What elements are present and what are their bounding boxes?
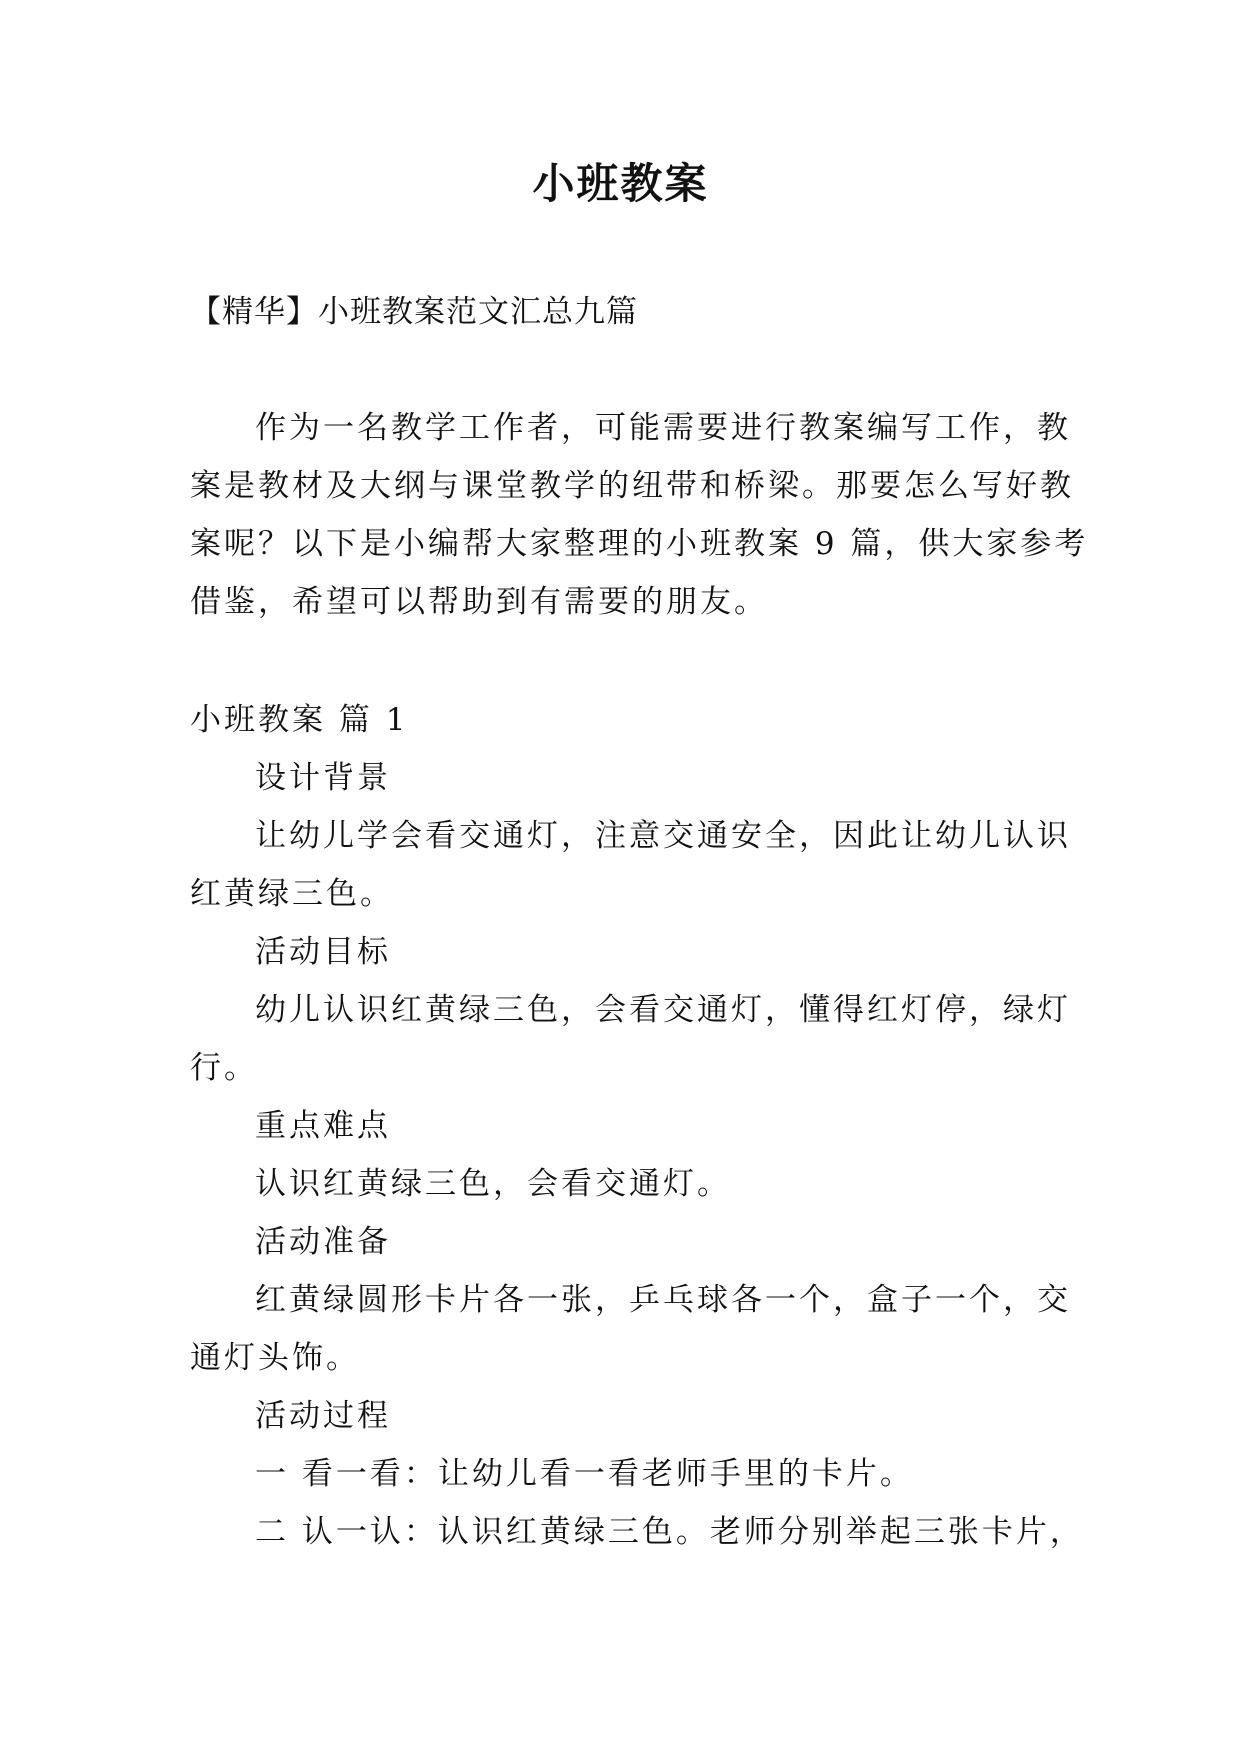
document-title: 小班教案	[532, 159, 709, 208]
intro-line-1: 作为一名教学工作者，可能需要进行教案编写工作，教	[255, 410, 1071, 446]
paragraph-line: 认识红黄绿三色，会看交通灯。	[255, 1166, 731, 1202]
subheading-preparation: 活动准备	[255, 1224, 391, 1260]
paragraph-line: 红黄绿三色。	[190, 876, 394, 912]
paragraph-line: 幼儿认识红黄绿三色，会看交通灯，懂得红灯停，绿灯	[255, 992, 1071, 1028]
paragraph-line: 通灯头饰。	[190, 1340, 360, 1376]
subheading-activity-process: 活动过程	[255, 1398, 391, 1434]
subheading-design-background: 设计背景	[255, 760, 391, 796]
subheading-key-points: 重点难点	[255, 1108, 391, 1144]
paragraph-line: 一 看一看：让幼儿看一看老师手里的卡片。	[255, 1456, 914, 1492]
intro-line-3: 案呢？以下是小编帮大家整理的小班教案 9 篇，供大家参考	[190, 526, 1089, 562]
paragraph-line: 红黄绿圆形卡片各一张，乒乓球各一个，盒子一个，交	[255, 1282, 1071, 1318]
paragraph-line: 二 认一认：认识红黄绿三色。老师分别举起三张卡片，	[255, 1514, 1084, 1550]
intro-line-4: 借鉴，希望可以帮助到有需要的朋友。	[190, 584, 768, 620]
section-heading: 小班教案 篇 1	[190, 702, 409, 738]
subheading-activity-goal: 活动目标	[255, 934, 391, 970]
document-subtitle: 【精华】小班教案范文汇总九篇	[190, 294, 638, 330]
paragraph-line: 让幼儿学会看交通灯，注意交通安全，因此让幼儿认识	[255, 818, 1071, 854]
intro-line-2: 案是教材及大纲与课堂教学的纽带和桥梁。那要怎么写好教	[190, 468, 1074, 504]
paragraph-line: 行。	[190, 1050, 258, 1086]
